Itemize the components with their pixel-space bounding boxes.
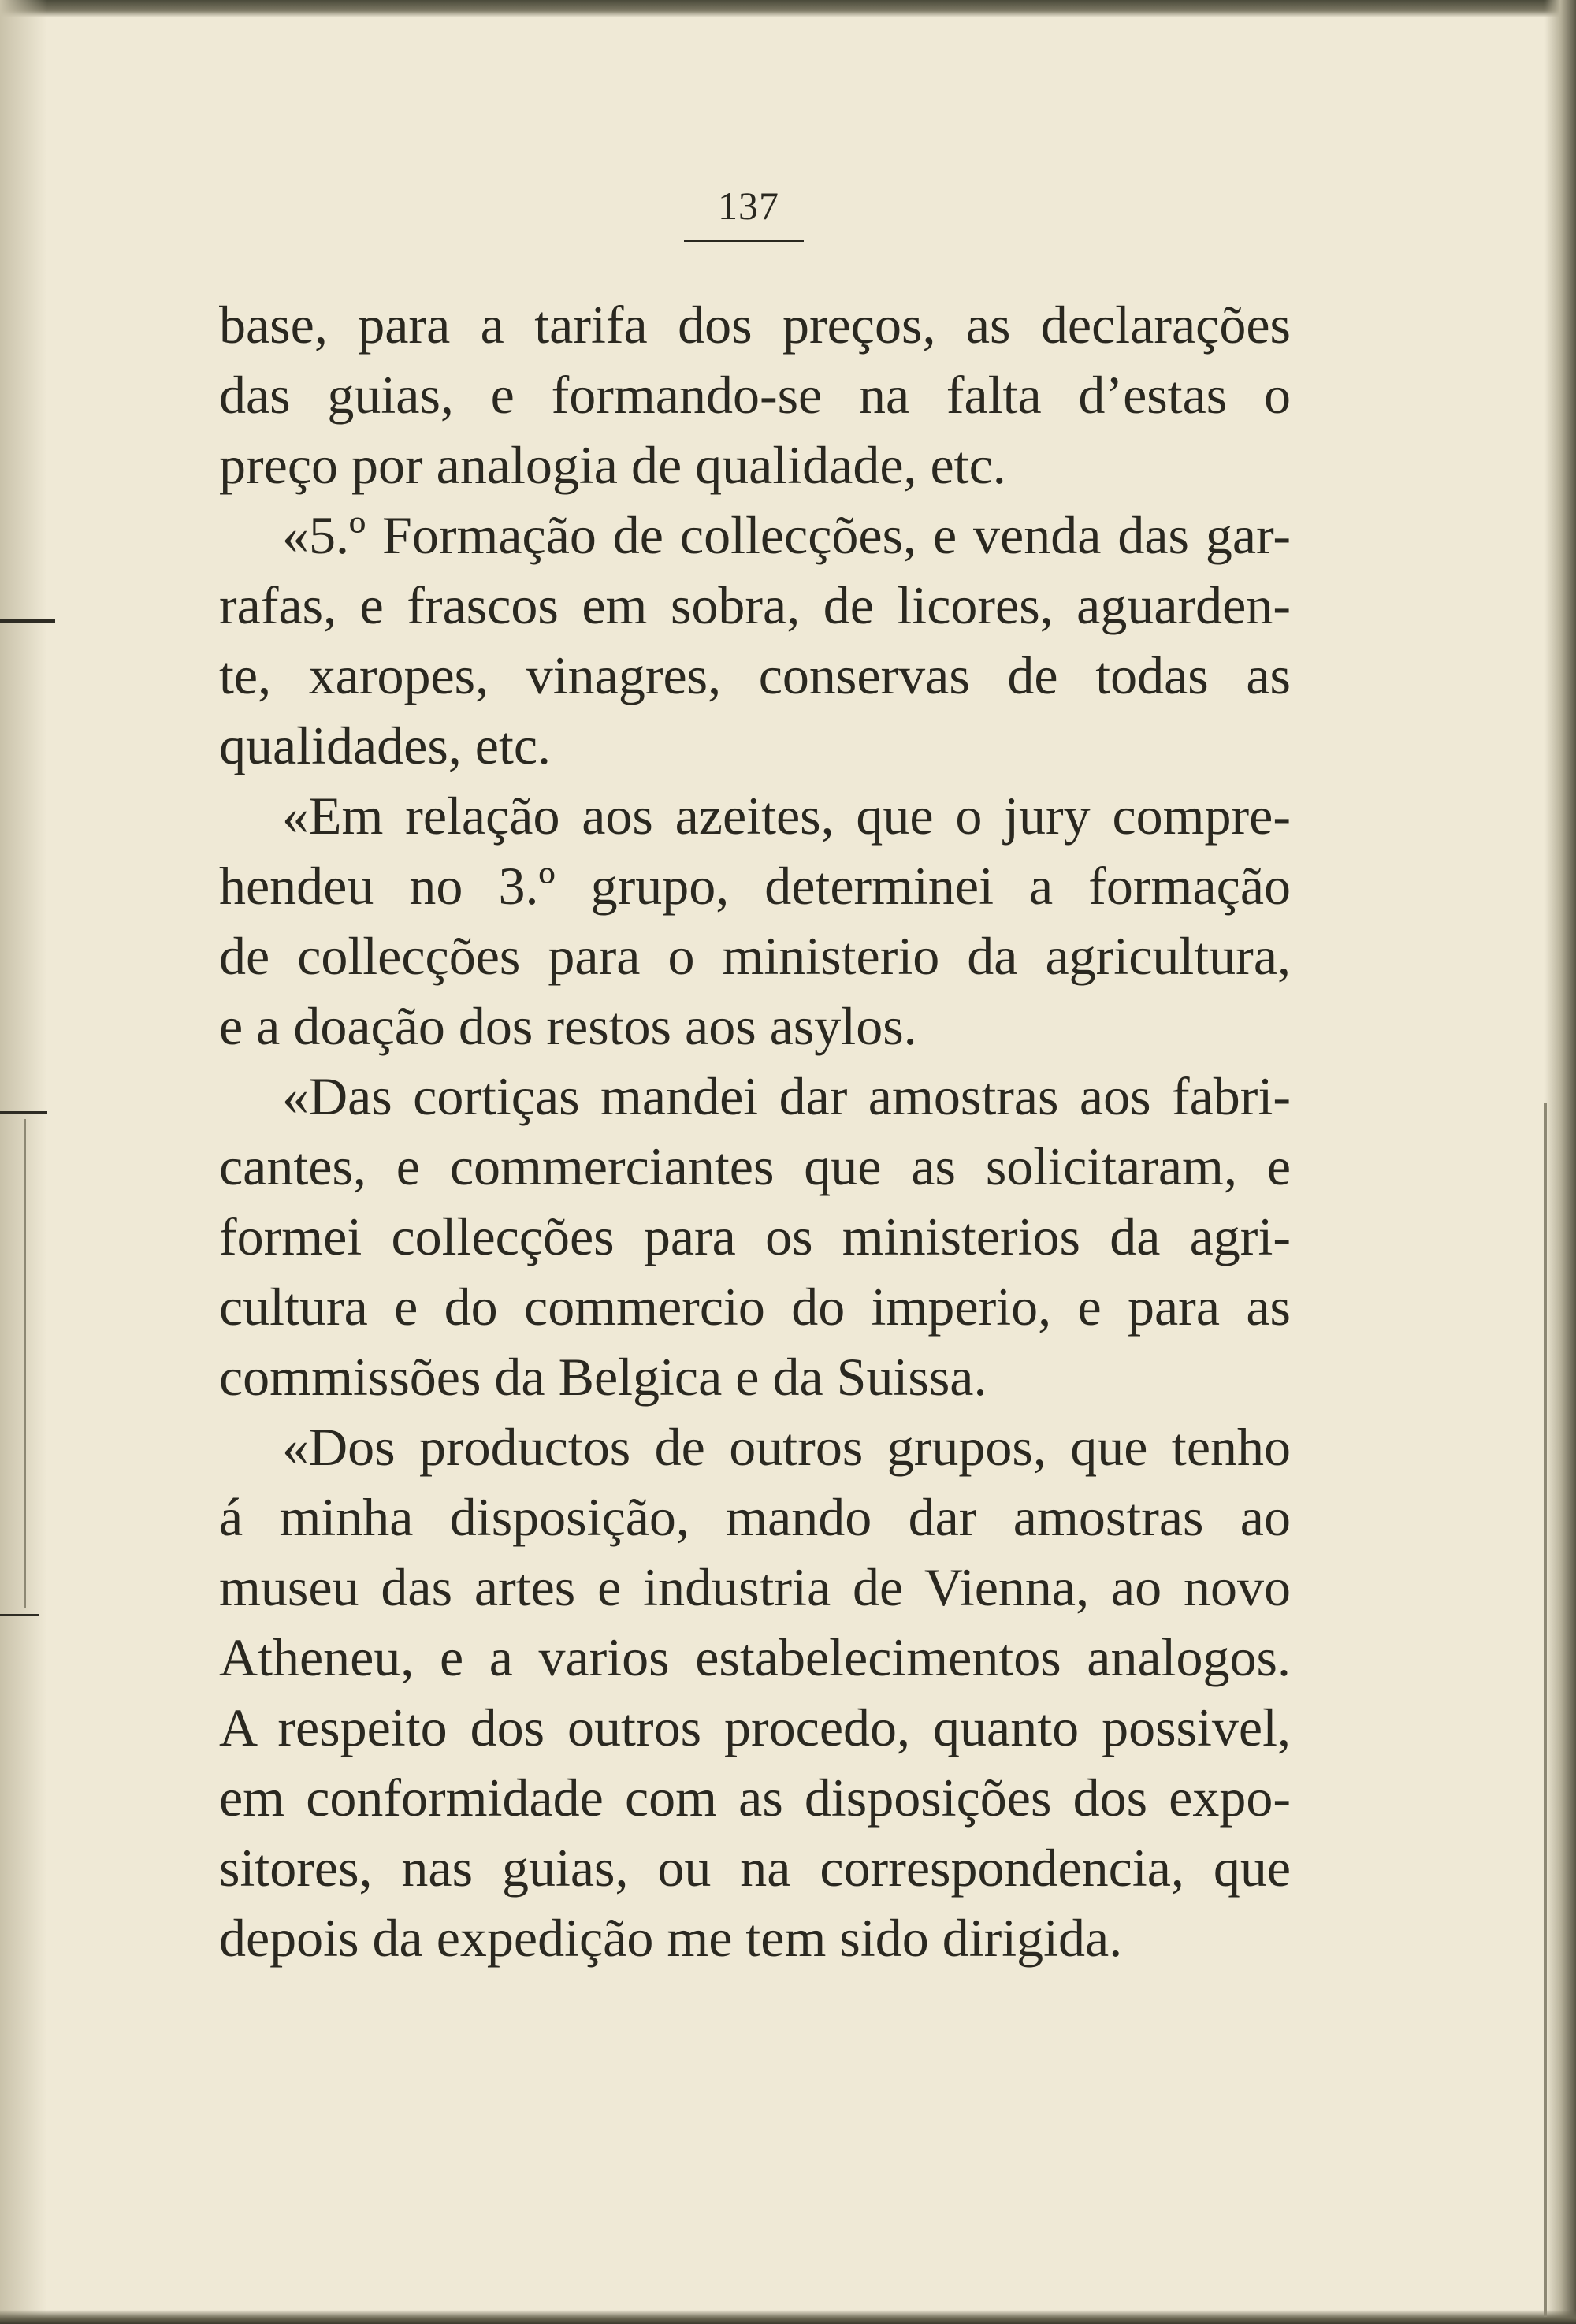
text-line: museu das artes e industria de Vienna, ao novo: [219, 1557, 1291, 1617]
text-line: rafas, e frascos em sobra, de licores, aguarden-: [219, 575, 1291, 635]
text-line: qualidades, etc.: [219, 716, 552, 775]
text-line: em conformidade com as disposições dos expo-: [219, 1768, 1291, 1828]
text-line: A respeito dos outros procedo, quanto possivel,: [219, 1697, 1291, 1757]
text-line: das guias, e formando-se na falta d’estas o: [219, 365, 1291, 425]
page-bottom-edge: [0, 2310, 1576, 2324]
text-line: te, xaropes, vinagres, conservas de todas as: [219, 645, 1291, 705]
margin-mark: [0, 1111, 47, 1114]
text-line: «Em relação aos azeites, que o jury compre-: [282, 786, 1291, 846]
text-line: «Das cortiças mandei dar amostras aos fabri-: [282, 1066, 1291, 1126]
text-line: e a doação dos restos aos asylos.: [219, 996, 917, 1056]
text-line: hendeu no 3.º grupo, determinei a formação: [219, 856, 1291, 916]
page-right-edge: [1544, 0, 1576, 2324]
text-line: á minha disposição, mando dar amostras ao: [219, 1487, 1291, 1547]
page-top-edge: [0, 0, 1576, 17]
page-number: 137: [718, 184, 779, 228]
text-line: cultura e do commercio do imperio, e para as: [219, 1277, 1291, 1337]
margin-mark: [0, 1614, 39, 1616]
text-line: sitores, nas guias, ou na correspondencia, que: [219, 1838, 1291, 1898]
margin-line: [1544, 1103, 1547, 2317]
margin-line: [24, 1119, 26, 1608]
text-line: depois da expedição me tem sido dirigida.: [219, 1908, 1123, 1968]
text-line: base, para a tarifa dos preços, as declarações: [219, 295, 1291, 355]
text-line: preço por analogia de qualidade, etc.: [219, 435, 1006, 495]
text-line: Atheneu, e a varios estabelecimentos analogos.: [219, 1627, 1291, 1687]
text-line: «Dos productos de outros grupos, que tenho: [282, 1417, 1291, 1477]
text-line: cantes, e commerciantes que as solicitaram, e: [219, 1136, 1291, 1196]
body-text: [219, 290, 1291, 1973]
text-line: de collecções para o ministerio da agricultura,: [219, 926, 1291, 986]
text-line: formei collecções para os ministerios da agri-: [219, 1207, 1291, 1266]
margin-mark: [0, 619, 55, 623]
page-number-rule: [684, 240, 804, 242]
text-line: commissões da Belgica e da Suissa.: [219, 1347, 987, 1407]
text-line: «5.º Formação de collecções, e venda das gar-: [282, 505, 1291, 565]
